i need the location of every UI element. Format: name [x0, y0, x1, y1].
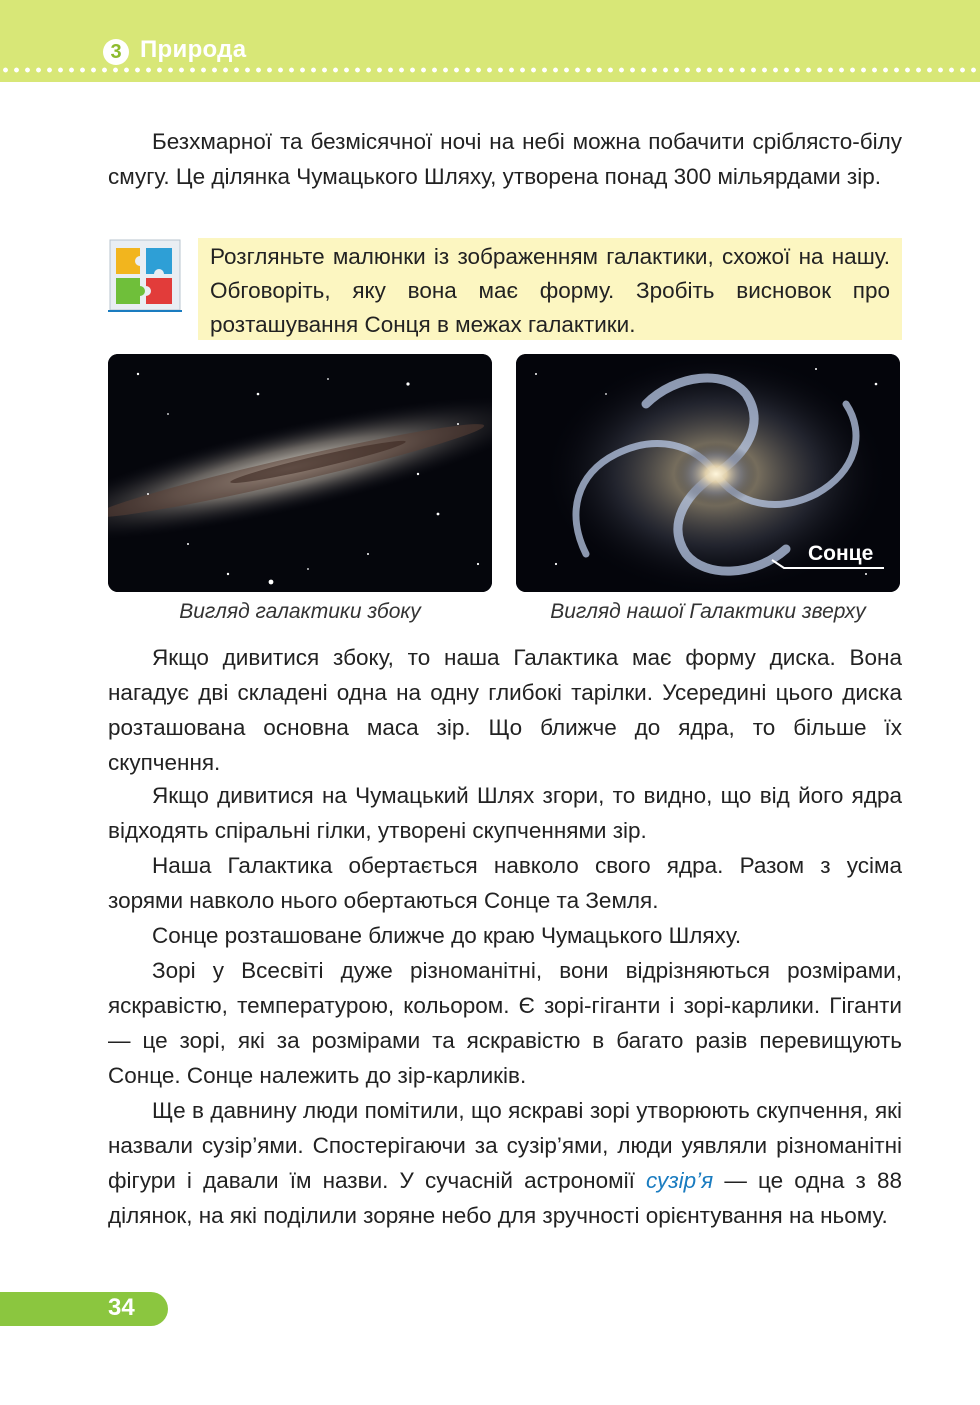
term-constellation: сузір’я [645, 1168, 714, 1193]
paragraph-text: Ще в давнину люди помітили, що яскраві зорі утворюють скупчення, які назвали сузір’ями. Спостерігаючи за сузір’ями, люди уявляли різноманітні фігури і давали їм назви. У сучасній астрономії [108, 1098, 902, 1193]
paragraph: Якщо дивитися на Чумацький Шлях згори, то видно, що від його ядра відходять спіральні гілки, утворені скупченнями зір. [108, 783, 902, 843]
intro-paragraph: Безхмарної та безмісячної ночі на небі можна побачити сріблясто-білу смугу. Це ділянка Чумацького Шляху, утворена понад 300 мільярдами зір. [108, 129, 902, 189]
paragraph-text: — це одна з 88 ділянок, на які поділили зоряне небо для зручності орієнтування на ньому. [108, 1168, 902, 1228]
paragraph: Наша Галактика обертається навколо свого ядра. Разом з усіма зорями навколо нього обертаються Сонце та Земля. [108, 853, 902, 913]
galaxy-side-view-image [108, 354, 492, 592]
chapter-number-badge: 3 [103, 39, 129, 65]
task-text: Розгляньте малюнки із зображенням галактики, схожої на нашу. Обговоріть, яку вона має форму. Зробіть висновок про розташування Сонця в межах галактики. [210, 244, 890, 337]
sun-label: Сонце [808, 542, 874, 565]
dotted-divider [0, 66, 980, 74]
caption-side-view: Вигляд галактики збоку [179, 600, 421, 623]
page-number-tab [0, 1292, 168, 1326]
puzzle-icon [108, 238, 182, 312]
paragraph: Зорі у Всесвіті дуже різноманітні, вони відрізняються розмірами, яскравістю, температурою, кольором. Є зорі-гіганти і зорі-карлики. Гіганти — це зорі, які за розмірами та яскравістю в багато разів перевищують Сонце. Сонце належить до зір-карликів. [108, 958, 902, 1088]
paragraph: Якщо дивитися збоку, то наша Галактика має форму диска. Вона нагадує дві складені одна на одну глибокі тарілки. Усередині цього диска розташована основна маса зір. Що ближче до ядра, то більше їх скупчення. [108, 645, 902, 775]
paragraph: Сонце розташоване ближче до краю Чумацького Шляху. [152, 923, 742, 948]
page-number: 34 [108, 1294, 135, 1321]
paragraph-constellations [108, 1093, 902, 1233]
chapter-header [0, 0, 980, 82]
chapter-title: Природа [140, 36, 247, 63]
caption-top-view: Вигляд нашої Галактики зверху [550, 600, 866, 623]
